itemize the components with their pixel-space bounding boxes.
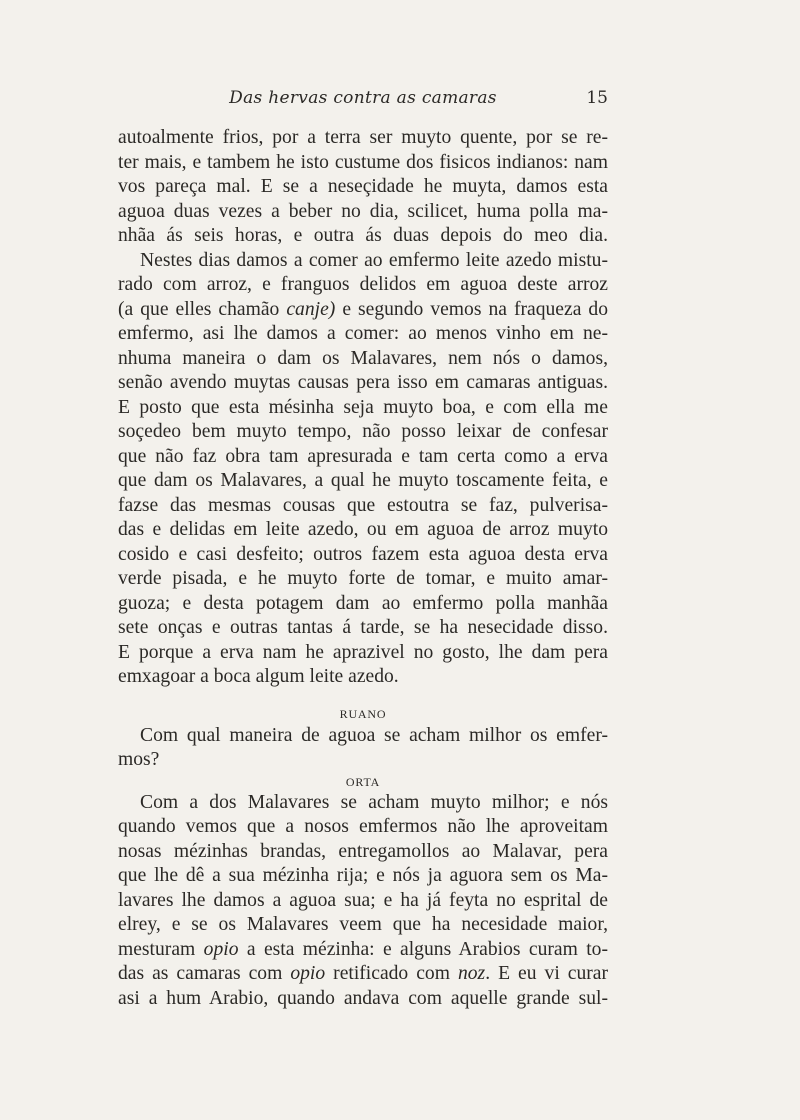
text-span: mesturam: [118, 938, 204, 960]
text-line: ter mais, e tambem he isto custume dos fisicos indianos: nam: [118, 151, 608, 173]
text-line: emfermo, asi lhe damos a comer: ao menos vinho em ne-: [118, 323, 608, 344]
text-line: Com a dos Malavares se acham muyto milhor; e nós: [140, 791, 608, 813]
text-line: [118, 298, 608, 323]
text-line: sete onças e outras tantas á tarde, se ha nesecidade disso.: [118, 617, 608, 638]
text-line: Com qual maneira de aguoa se acham milhor os emfer-: [140, 724, 608, 746]
text-line: rado com arroz, e franguos delidos em aguoa deste arroz: [118, 274, 608, 295]
text-line: que lhe dê a sua mézinha rija; e nós ja aguora sem os Ma-: [118, 865, 608, 886]
body-text: [118, 126, 608, 1011]
text-span: das as camaras com: [118, 963, 291, 984]
text-line: elrey, e se os Malavares veem que ha necesidade maior,: [118, 914, 608, 935]
text-line: autoalmente frios, por a terra ser muyto quente, por se re-: [118, 127, 608, 148]
text-line: que dam os Malavares, a qual he muyto toscamente feita, e: [118, 470, 608, 491]
text-line: mos?: [118, 749, 160, 770]
text-line: quando vemos que a nosos emfermos não lhe aproveitam: [118, 816, 608, 837]
running-title: Das hervas contra as camaras: [229, 88, 497, 108]
text-line: vos pareça mal. E se a neseçidade he muyta, damos esta: [118, 176, 608, 197]
text-line: [118, 962, 608, 987]
text-span: e segundo vemos na fraqueza do: [335, 298, 608, 320]
text-line: E posto que esta mésinha seja muyto boa, e com ella me: [118, 396, 608, 418]
italic-term: opio: [290, 963, 326, 984]
text-line: das e delidas em leite azedo, ou em aguoa de arroz muyto: [118, 519, 608, 540]
page-number: 15: [586, 88, 608, 108]
text-line: que não faz obra tam apresurada e tam certa como a erva: [118, 445, 608, 467]
text-line: soçedeo bem muyto tempo, não posso leixar de confesar: [118, 421, 608, 442]
text-span: . E eu vi curar: [485, 963, 608, 984]
text-span: retificado com: [325, 963, 458, 984]
text-line: E porque a erva nam he aprazivel no gosto, lhe dam pera: [118, 641, 608, 663]
text-line: nosas mézinhas brandas, entregamollos ao Malavar, pera: [118, 840, 608, 862]
text-line: senão avendo muytas causas pera isso em camaras antiguas.: [118, 372, 608, 393]
text-line: aguoa duas vezes a beber no dia, scilicet, huma polla ma-: [118, 200, 608, 222]
italic-term: noz: [457, 963, 486, 984]
italic-term: opio: [203, 938, 239, 960]
text-line: verde pisada, e he muyto forte de tomar, e muito amar-: [118, 568, 608, 589]
speaker-name-ruano: RUANO: [339, 706, 387, 721]
text-line: fazse das mesmas cousas que estoutra se faz, pulverisa-: [118, 494, 608, 516]
text-span: (a que elles chamão: [118, 298, 287, 320]
text-line: lavares lhe damos a aguoa sua; e ha já feyta no esprital de: [118, 889, 608, 911]
text-line: Nestes dias damos a comer ao emfermo leite azedo mistu-: [140, 249, 608, 271]
text-line: nhãa ás seis horas, e outra ás duas depois do meo dia.: [118, 225, 608, 246]
text-line: guoza; e desta potagem dam ao emfermo polla manhãa: [118, 592, 608, 614]
italic-term: canje): [286, 298, 336, 320]
text-line: asi a hum Arabio, quando andava com aquelle grande sul-: [118, 987, 608, 1009]
text-line: cosido e casi desfeito; outros fazem esta aguoa desta erva: [118, 543, 608, 565]
text-line: emxagoar a boca algum leite azedo.: [118, 666, 399, 687]
speaker-name-orta: ORTA: [345, 774, 381, 789]
text-line: nhuma maneira o dam os Malavares, nem nós o damos,: [118, 347, 608, 369]
text-span: a esta mézinha: e alguns Arabios curam to-: [238, 938, 609, 960]
text-line: [118, 938, 608, 963]
running-head: [118, 88, 608, 112]
